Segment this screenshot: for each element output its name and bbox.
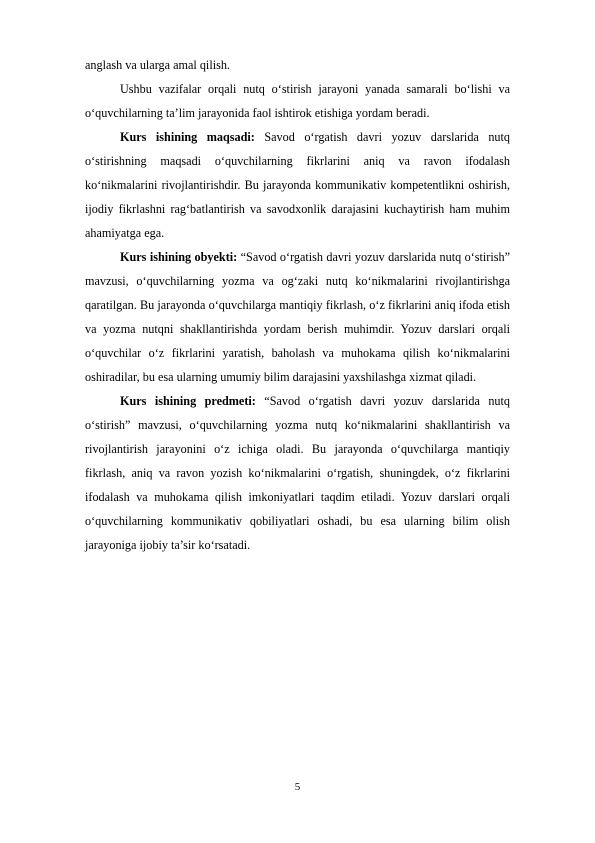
page-number: 5: [294, 781, 301, 793]
paragraph-tasks-summary: [85, 77, 510, 125]
paragraph-course-subject: [85, 389, 510, 557]
paragraph-text: Ushbu vazifalar orqali nutq o‘stirish jarayoni yanada samarali bo‘lishi va o‘quvchilarning ta’lim jarayonida faol ishtirok etishiga yordam beradi.: [85, 82, 510, 120]
paragraph-text: “Savod o‘rgatish davri yozuv darslarida nutq o‘stirish” mavzusi, o‘quvchilarning yozma va og‘zaki nutq ko‘nikmalarini rivojlantirishga qaratilgan. Bu jarayonda o‘quvchilarga mantiqiy fikrlash, o‘z fikrlarini aniq ifoda etish va yozma nutqni shakllantirishda yordam berish muhimdir. Yozuv darslari orqali o‘quvchilar o‘z fikrlarini yaratish, baholash va muhokama qilish ko‘nikmalarini oshiradilar, bu esa ularning umumiy bilim darajasini yaxshilashga xizmat qiladi.: [85, 250, 510, 384]
paragraph-course-object: [85, 245, 510, 389]
paragraph-text: Savod o‘rgatish davri yozuv darslarida nutq o‘stirishning maqsadi o‘quvchilarning fikrlarini aniq va ravon ifodalash ko‘nikmalarini rivojlantirishdir. Bu jarayonda kommunikativ kompetentlikni oshirish, ijodiy fikrlashni rag‘batlantirish va savodxonlik darajasini kuchaytirish ham muhim ahamiyatga ega.: [85, 130, 510, 240]
paragraph-heading: Kurs ishining maqsadi:: [120, 130, 255, 144]
paragraph-text: anglash va ularga amal qilish.: [85, 58, 230, 72]
paragraph-course-goal: [85, 125, 510, 245]
document-body: [85, 53, 510, 557]
paragraph-heading: Kurs ishining predmeti:: [120, 394, 256, 408]
paragraph-heading: Kurs ishining obyekti:: [120, 250, 238, 264]
paragraph-text: “Savod o‘rgatish davri yozuv darslarida nutq o‘stirish” mavzusi, o‘quvchilarning yozma nutq ko‘nikmalarini shakllantirish va rivojlantirish jarayonini o‘z ichiga oladi. Bu jarayonda o‘quvchilarga mantiqiy fikrlash, aniq va ravon yozish ko‘nikmalarini o‘rgatish, shuningdek, o‘z fikrlarini ifodalash va muhokama qilish imkoniyatlari taqdim etiladi. Yozuv darslari orqali o‘quvchilarning kommunikativ qobiliyatlari oshadi, bu esa ularning bilim olish jarayoniga ijobiy ta’sir ko‘rsatadi.: [85, 394, 510, 552]
paragraph-continuation: [85, 53, 510, 77]
